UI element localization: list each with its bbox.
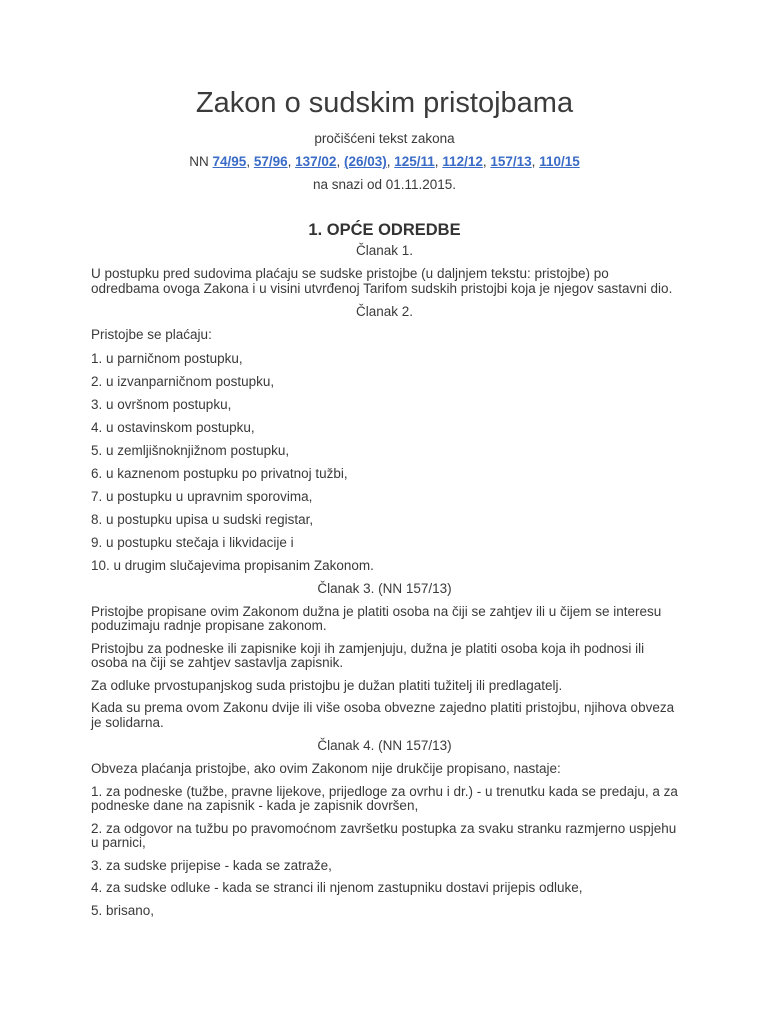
list-item: 5. u zemljišnoknjižnom postupku, bbox=[91, 442, 290, 458]
gazette-link-157-13[interactable]: 157/13 bbox=[490, 154, 532, 169]
list-item: 1. za podneske (tužbe, pravne lijekove, prijedloge za ovrhu i dr.) - u trenutku kada se predaju, a za podneske dane na zapisnik - kada je zapisnik dovršen, bbox=[91, 783, 678, 813]
article-4-intro: Obveza plaćanja pristojbe, ako ovim Zakonom nije drukčije propisano, nastaje: bbox=[91, 761, 561, 776]
article-1-text: U postupku pred sudovima plaćaju se sudske pristojbe (u daljnjem tekstu: pristojbe) po odredbama ovoga Zakona i u visini utvrđenoj Tarifom sudskih pristojbi koja je njegov sastavni dio. bbox=[91, 266, 673, 296]
effective-date: na snazi od 01.11.2015. bbox=[312, 177, 457, 192]
article-3-paragraph: Kada su prema ovom Zakonu dvije ili više osoba obvezne zajedno platiti pristojbu, njihova obveza je solidarna. bbox=[91, 700, 675, 730]
article-1-label: Članak 1. bbox=[355, 243, 414, 258]
gazette-prefix: NN bbox=[189, 154, 213, 169]
list-item: 4. za sudske odluke - kada se stranci ili njenom zastupniku dostavi prijepis odluke, bbox=[91, 880, 583, 895]
list-item: 2. za odgovor na tužbu po pravomoćnom završetku postupka za svaku stranku razmjerno uspjehu u parnici, bbox=[91, 820, 677, 850]
list-item: 4. u ostavinskom postupku, bbox=[91, 419, 255, 435]
gazette-link-110-15[interactable]: 110/15 bbox=[539, 154, 580, 169]
article-3-paragraph: Pristojbu za podneske ili zapisnike koji ih zamjenjuju, dužna je platiti osoba koja ih podnosi ili osoba na čiji se zahtjev sastavlja zapisnik. bbox=[91, 640, 645, 670]
list-item: 3. za sudske prijepise - kada se zatraže, bbox=[91, 857, 332, 873]
gazette-link-74-95[interactable]: 74/95 bbox=[212, 154, 247, 169]
list-item: 1. u parničnom postupku, bbox=[91, 350, 243, 366]
list-item: 7. u postupku u upravnim sporovima, bbox=[91, 488, 313, 504]
article-3-paragraph: Pristojbe propisane ovim Zakonom dužna je platiti osoba na čiji se zahtjev ili u čijem se interesu poduzimaju radnje propisane zakonom. bbox=[91, 603, 662, 633]
list-item: 5. brisano, bbox=[91, 902, 155, 918]
article-4-label: Članak 4. (NN 157/13) bbox=[317, 738, 452, 753]
article-2-intro: Pristojbe se plaćaju: bbox=[91, 327, 212, 342]
gazette-link-125-11[interactable]: 125/11 bbox=[394, 154, 435, 169]
list-item: 9. u postupku stečaja i likvidacije i bbox=[91, 534, 294, 550]
gazette-references: NN 74/95, 57/96, 137/02, (26/03), 125/11, 112/12, 157/13, 110/15 bbox=[189, 154, 580, 169]
list-item: 2. u izvanparničnom postupku, bbox=[91, 373, 275, 389]
list-item: 8. u postupku upisa u sudski registar, bbox=[91, 511, 314, 527]
gazette-link-112-12[interactable]: 112/12 bbox=[442, 154, 483, 169]
list-item: 3. u ovršnom postupku, bbox=[91, 396, 232, 412]
article-3-label: Članak 3. (NN 157/13) bbox=[317, 580, 452, 596]
document-title: Zakon o sudskim pristojbama bbox=[195, 87, 574, 119]
gazette-link-137-02[interactable]: 137/02 bbox=[295, 154, 337, 169]
gazette-link-26-03[interactable]: (26/03) bbox=[343, 154, 387, 169]
section-heading: 1. OPĆE ODREDBE bbox=[308, 221, 461, 239]
list-item: 10. u drugim slučajevima propisanim Zakonom. bbox=[91, 557, 374, 573]
document-subtitle: pročišćeni tekst zakona bbox=[314, 131, 455, 146]
list-item: 6. u kaznenom postupku po privatnoj tužbi, bbox=[91, 465, 348, 481]
gazette-link-57-96[interactable]: 57/96 bbox=[253, 154, 288, 169]
article-3-paragraph: Za odluke prvostupanjskog suda pristojbu je dužan platiti tužitelj ili predlagatelj. bbox=[91, 677, 563, 693]
article-2-label: Članak 2. bbox=[355, 304, 414, 319]
